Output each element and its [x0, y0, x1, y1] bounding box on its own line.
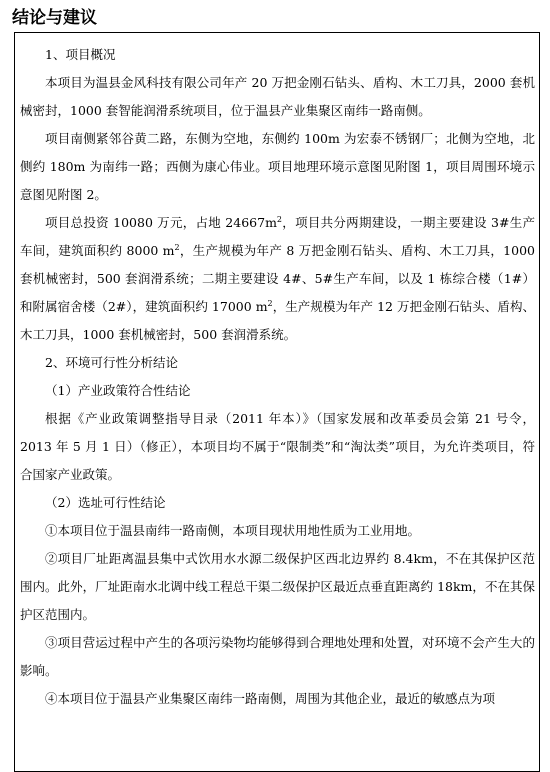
paragraph-project-overview-title: 1、项目概况: [45, 47, 116, 62]
investment-text-a: 项目总投资 10080 万元，占地 24667m: [45, 215, 277, 230]
investment-text-d: ，生产规模为年产 12 万把金刚石钻头、盾构、木工刀具，1000 套机械密封，500 套润滑系统。: [20, 299, 535, 342]
paragraph-policy-conclusion: 根据《产业政策调整指导目录（2011 年本）》（国家发展和改革委员会第 21 号令，2013 年 5 月 1 日）（修正），本项目均不属于“限制类”和“淘汰类”项目，为允许类项目，符合国家产业政策。: [20, 411, 535, 482]
superscript-3: 2: [267, 298, 273, 308]
paragraph-site-title: （2）选址可行性结论: [45, 495, 166, 510]
superscript-1: 2: [276, 214, 283, 224]
superscript-2: 2: [174, 242, 180, 252]
document-body: [20, 41, 535, 713]
investment-text-c: ，生产规模为年产 8 万把金刚石钻头、盾构、木工刀具，1000 套机械密封，500 套润滑系统；二期主要建设 4#、5#生产车间，以及 1 栋综合楼（1#）和附属宿舍楼（2#），建筑面积约 17000 m: [20, 243, 535, 314]
paragraph-feasibility-title: 2、环境可行性分析结论: [45, 355, 178, 370]
paragraph-site-point-2: ②项目厂址距离温县集中式饮用水水源二级保护区西北边界约 8.4km，不在其保护区范围内。此外，厂址距南水北调中线工程总干渠二级保护区最近点垂直距离约 18km，不在其保护区范围内。: [20, 551, 535, 622]
paragraph-policy-title: （1）产业政策符合性结论: [45, 383, 191, 398]
paragraph-surroundings: 项目南侧紧邻谷黄二路，东侧为空地，东侧约 100m 为宏泰不锈钢厂；北侧为空地，北侧约 180m 为南纬一路；西侧为康心伟业。项目地理环境示意图见附图 1，项目周围环境示意图见附图 2。: [20, 131, 535, 202]
investment-text-b: ，项目共分两期建设，一期主要建设 3#生产车间，建筑面积约 8000 m: [20, 215, 535, 258]
paragraph-site-point-1: ①本项目位于温县南纬一路南侧，本项目现状用地性质为工业用地。: [45, 523, 421, 538]
paragraph-investment: [20, 209, 535, 349]
paragraph-project-description: 本项目为温县金风科技有限公司年产 20 万把金刚石钻头、盾构、木工刀具，2000 套机械密封，1000 套智能润滑系统项目，位于温县产业集聚区南纬一路南侧。: [20, 75, 535, 118]
paragraph-site-point-4: ④本项目位于温县产业集聚区南纬一路南侧，周围为其他企业，最近的敏感点为项: [45, 691, 496, 706]
paragraph-site-point-3: ③项目营运过程中产生的各项污染物均能够得到合理地处理和处置，对环境不会产生大的影响。: [20, 635, 535, 678]
section-heading: 结论与建议: [12, 8, 97, 28]
